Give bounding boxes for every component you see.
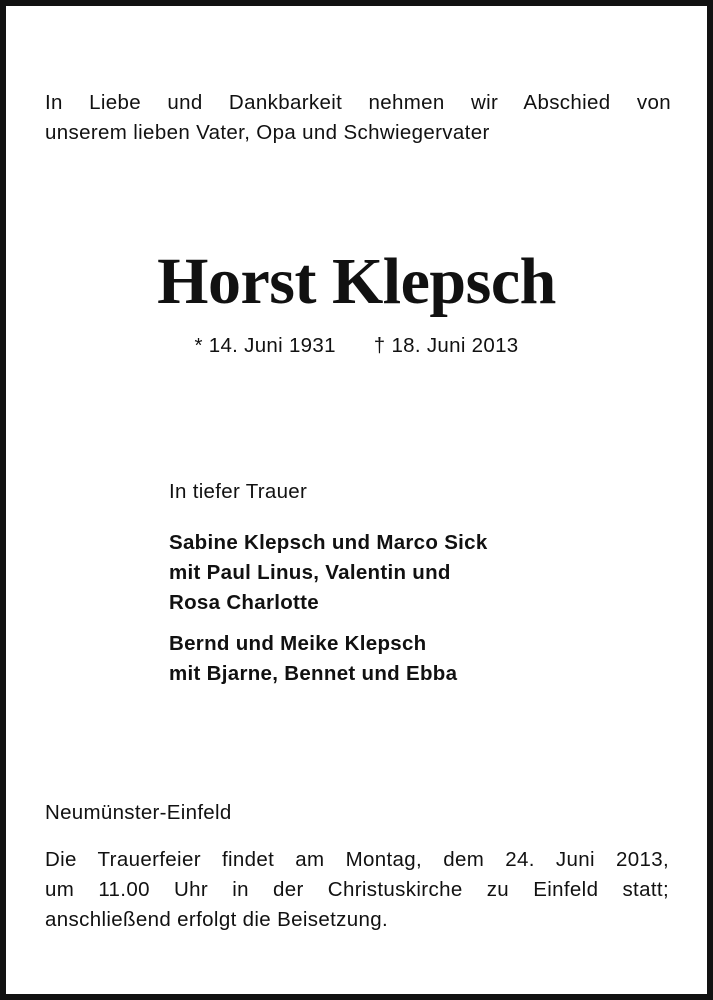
family-line: Bernd und Meike Klepsch [169,632,427,655]
mourning-heading: In tiefer Trauer [169,480,308,503]
family-group [169,528,639,618]
ceremony-line-1: Die Trauerfeier findet am Montag, dem 24. Juni 2013, [45,848,669,871]
family-group [169,629,639,689]
place-name: Neumünster-Einfeld [45,801,232,824]
intro-line-2: unserem lieben Vater, Opa und Schwiegervater [45,121,490,144]
mourners-block [169,478,639,700]
birth-date: * 14. Juni 1931 [194,334,336,357]
death-date: † 18. Juni 2013 [373,334,519,357]
life-dates [0,332,713,360]
family-line: mit Paul Linus, Valentin und [169,561,451,584]
deceased-name: Horst Klepsch [157,245,556,318]
intro-line-1: In Liebe und Dankbarkeit nehmen wir Abschied von [45,91,671,114]
family-line: mit Bjarne, Bennet und Ebba [169,662,458,685]
family-line: Sabine Klepsch und Marco Sick [169,531,488,554]
intro-text [45,88,671,148]
ceremony-line-2: um 11.00 Uhr in der Christuskirche zu Einfeld statt; [45,878,669,901]
ceremony-text [45,845,669,935]
ceremony-line-3: anschließend erfolgt die Beisetzung. [45,908,389,931]
family-line: Rosa Charlotte [169,591,320,614]
